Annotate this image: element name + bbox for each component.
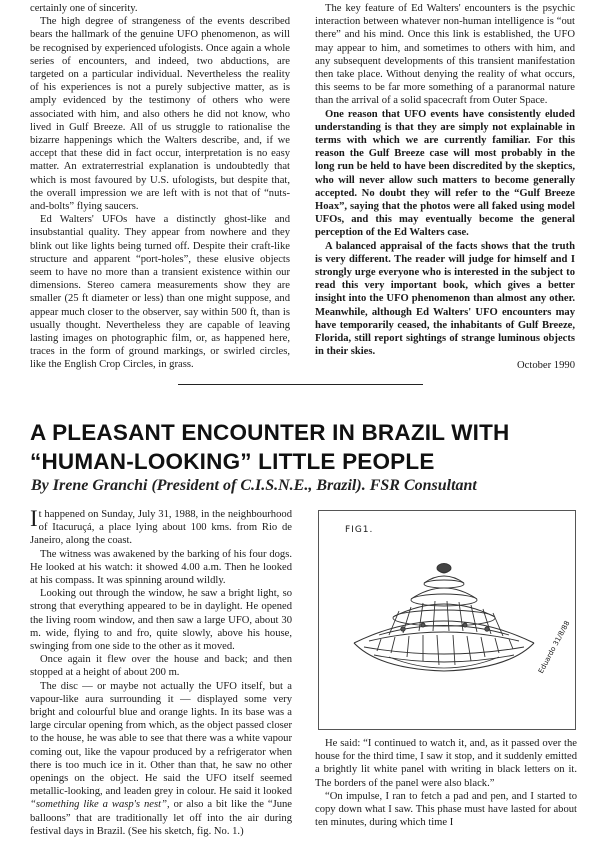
paragraph: The key feature of Ed Walters' encounters is the psychic interaction between whatever non-human intelligence is “out there” and his mind. Once this link is established, the UFO may appear to him, and sometimes to others with him, and any subsequent developments of this transient manifestation then take place. Without denying the reality of what occurs, this seems to be far more something of a paranormal nature than the arrival of a solid spacecraft from Outer Space. <box>315 3 575 107</box>
article-left-column <box>30 508 292 838</box>
paragraph: “On impulse, I ran to fetch a pad and pen, and I started to copy down what I saw. This phase must have lasted for about ten minutes, during which time I <box>315 790 577 829</box>
sketch-signature: Eduardo 31/8/88 <box>537 619 572 675</box>
ufo-sketch-drawing <box>319 511 575 729</box>
paragraph-text: The disc — or maybe not actually the UFO itself, but a vapour-like aura surrounding it — displayed some very bright and colourful blue and orange lights. In its base was a large circular opening from which, as the object passed closer to the house, he was able to see that there was a white vapour coming out, like the vapour produced by a refrigerator when there is too much ice in it. Other than that, he saw no other openings on the object. He said the UFO itself seemed metallic-looking, and leaden grey in colour. He said it looked <box>30 680 292 798</box>
previous-article-left-column <box>30 2 290 372</box>
article-date: October 1990 <box>517 360 575 372</box>
first-paragraph <box>30 508 292 548</box>
paragraph: The witness was awakened by the barking of his four dogs. He looked at his watch: it showed 4.00 a.m. Then he looked at his compass. It was spinning around wildly. <box>30 548 292 587</box>
paragraph: Looking out through the window, he saw a bright light, so strong that everything appeared to be in daylight. He opened the living room window, and then saw a large UFO, about 30 m. wide, flying to and fro, quite slowly, above his house, swinging from one side to the other as it moved. <box>30 588 292 653</box>
figure-label: FIG1. <box>345 525 374 535</box>
section-divider <box>178 384 423 385</box>
bold-paragraph: A balanced appraisal of the facts shows that the truth is very different. The reader will judge for himself and I strongly urge everyone who is interested in the subject to read this very important book, which gives a better insight into the UFO phenomenon than almost any other. Meanwhile, although Ed Walters' UFO encounters may have temporarily ceased, the inhabitants of Gulf Breeze, Florida, still report sightings of strange luminous objects in their skies. <box>315 240 575 358</box>
quoted-italic: “something like a wasp's nest” <box>30 799 167 811</box>
article-byline: By Irene Granchi (President of C.I.S.N.E., Brazil). FSR Consultant <box>31 477 477 494</box>
bold-paragraph: One reason that UFO events have consistently eluded understanding is that they are simply not explainable in terms with which we are currently familiar. For this reason the Gulf Breeze case will most probably in the long run be held to have been discredited by the skeptics, who will never allow such matters to become generally accepted. No doubt they will refer to the “Gulf Breeze Hoax”, saying that the photos were all faked using model UFOs, and this may eventually become the general perception of the Ed Walters case. <box>315 108 575 239</box>
ufo-sketch-figure <box>318 510 576 730</box>
drop-cap: I <box>30 506 38 531</box>
paragraph-text: , or also a bit like the “June balloons” that are traditionally let off into the air during festival days in Brazil. (See his sketch, fig. No. 1.) <box>30 799 292 837</box>
article-title: A PLEASANT ENCOUNTER IN BRAZIL WITH “HUMAN-LOOKING” LITTLE PEOPLE <box>30 420 510 474</box>
paragraph: He said: “I continued to watch it, and, as it passed over the house for the third time, I saw it stop, and it suddenly emitted a brightly lit white panel with writing in black letters on it. The borders of the panel were also black.” <box>315 738 577 789</box>
first-paragraph-text: t happened on Sunday, July 31, 1988, in the neighbourhood of Itacuruçá, a place lying about 100 kms. from Rio de Janeiro, along the coast. <box>30 509 292 547</box>
paragraph: certainly one of sincerity. <box>30 3 138 14</box>
paragraph: Once again it flew over the house and back; and then stopped at a height of about 200 m. <box>30 654 292 679</box>
paragraph: The high degree of strangeness of the events described bears the hallmark of the genuine UFO phenomenon, as will be recognised by experienced ufologists. Once again a whole series of encounters, and indeed, two abductions, are targeted on a particular individual. Nevertheless the reality of his experiences is not a purely subjective matter, as is amply evidenced by the testimony of others who were associated with him, and also others he did not know, who lived in Gulf Breeze. All of us struggle to rationalise the bizarre happenings which the Walters describe, and, if we accept that these did in fact occur, interpretation is no easy matter. An extraterrestrial explanation is undoubtedly that which is most favoured by U.S. ufologists, but despite that, the overall impression we are left with is not that of “nuts-and-bolts” flying saucers. <box>30 16 290 213</box>
paragraph <box>30 680 292 838</box>
paragraph: Ed Walters' UFOs have a distinctly ghost-like and insubstantial quality. They appear from nowhere and they blink out like lights being turned off. Despite their craft-like structure and apparent “port-holes”, these elusive objects seem to have no more than a transient existence within our dimensions. Stereo camera measurements show they are smaller (25 ft diameter or less) than one might suppose, and appear much closer to the observer, say within 500 ft, than is usually thought. Nevertheless they are capable of leaving lasting images on photographic film, or, as happened here, traces in the form of ground markings, or swirled circles, like the English Crop Circles, in grass. <box>30 214 290 371</box>
article-right-column <box>315 737 577 829</box>
previous-article-right-column <box>315 2 575 373</box>
